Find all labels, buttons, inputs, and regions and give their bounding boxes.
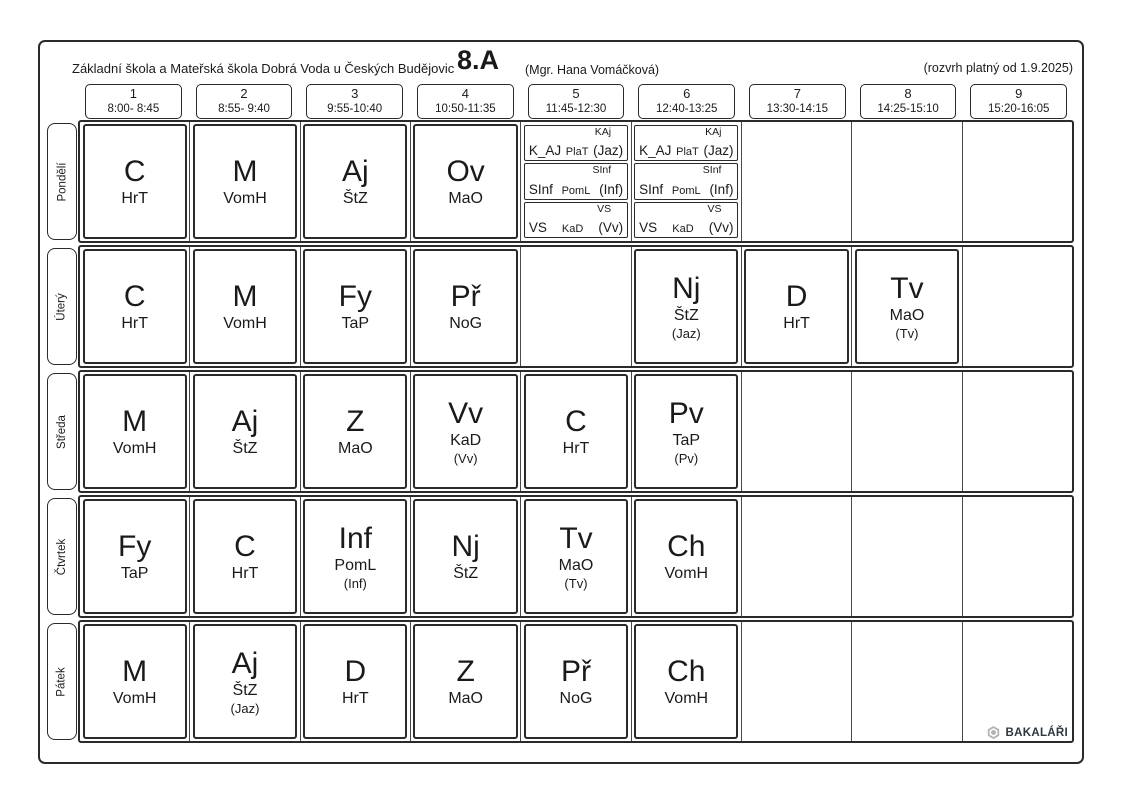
period-number: 8 — [904, 85, 912, 101]
lesson-card — [83, 499, 187, 614]
lesson-cell — [521, 497, 631, 616]
teacher-abbr: ŠtZ — [453, 564, 479, 582]
empty-cell — [852, 372, 962, 491]
subject-abbr: M — [232, 279, 258, 313]
empty-cell — [852, 622, 962, 741]
lesson-card — [303, 124, 407, 239]
teacher-abbr: PomL — [561, 184, 591, 197]
class-teacher: (Mgr. Hana Vomáčková) — [525, 63, 660, 77]
period-time: 9:55-10:40 — [327, 103, 383, 116]
period-header-cell — [860, 84, 957, 119]
teacher-abbr: NoG — [449, 314, 483, 332]
group-subject-tag: SInf — [702, 164, 722, 177]
teacher-abbr: VomH — [223, 189, 267, 207]
room-abbr: (Tv) — [895, 325, 919, 341]
group-abbr: K_AJ — [639, 143, 672, 159]
empty-cell — [963, 247, 1072, 366]
group-lesson-detail — [639, 220, 733, 235]
day-row — [78, 245, 1074, 368]
period-header-cell — [85, 84, 182, 119]
subject-abbr: C — [234, 529, 256, 563]
period-header-cell — [528, 84, 625, 119]
subject-abbr: Pv — [668, 396, 704, 430]
period-header-cell — [306, 84, 403, 119]
lesson-cell — [80, 497, 190, 616]
teacher-abbr: NoG — [559, 689, 593, 707]
teacher-abbr: KaD — [561, 222, 584, 235]
teacher-abbr: PlaT — [676, 146, 699, 159]
subject-abbr: D — [344, 654, 367, 688]
bakalari-logo-label: BAKALÁŘI — [1005, 726, 1068, 739]
subject-abbr: Tv — [559, 521, 593, 555]
lesson-card — [413, 624, 517, 739]
lesson-cell — [80, 247, 190, 366]
lesson-cell — [190, 497, 300, 616]
teacher-abbr: ŠtZ — [232, 681, 258, 699]
group-abbr: K_AJ — [528, 143, 562, 159]
lesson-card — [413, 249, 517, 364]
lesson-card — [303, 374, 407, 489]
lesson-card — [83, 624, 187, 739]
day-row — [78, 120, 1074, 243]
teacher-abbr: VomH — [664, 689, 709, 707]
empty-cell — [963, 372, 1072, 491]
period-time: 15:20-16:05 — [988, 103, 1050, 116]
lesson-cell — [301, 247, 411, 366]
hex-nut-icon — [986, 725, 1001, 740]
group-lesson — [524, 125, 628, 161]
room-abbr: (Inf) — [599, 181, 624, 197]
lesson-card — [303, 499, 407, 614]
group-abbr: VS — [528, 219, 547, 235]
subject-abbr: Nj — [451, 529, 480, 563]
lesson-cell — [411, 122, 521, 241]
subject-abbr: Př — [450, 279, 481, 313]
room-abbr: (Tv) — [564, 575, 588, 591]
teacher-abbr: TaP — [341, 314, 370, 332]
period-header-cell — [970, 84, 1067, 119]
group-lesson-detail — [639, 182, 733, 197]
lesson-cell — [411, 247, 521, 366]
lesson-cell — [301, 497, 411, 616]
lesson-cell — [301, 622, 411, 741]
teacher-abbr: HrT — [562, 439, 590, 457]
lesson-cell — [521, 622, 631, 741]
day-name: Pondělí — [56, 161, 69, 202]
day-label-tab — [47, 623, 77, 740]
teacher-abbr: ŠtZ — [232, 439, 258, 457]
lesson-card — [855, 249, 959, 364]
teacher-abbr: PomL — [671, 184, 701, 197]
lesson-card — [83, 249, 187, 364]
subject-abbr: M — [122, 404, 148, 438]
empty-cell — [742, 122, 852, 241]
subject-abbr: Fy — [338, 279, 372, 313]
validity-note: (rozvrh platný od 1.9.2025) — [923, 61, 1073, 75]
room-abbr: (Inf) — [709, 181, 734, 197]
subject-abbr: Inf — [338, 521, 372, 555]
lesson-cell — [742, 247, 852, 366]
subject-abbr: Aj — [231, 404, 259, 438]
group-abbr: SInf — [639, 181, 664, 197]
group-subject-tag: KAj — [594, 126, 612, 138]
period-number: 6 — [683, 85, 691, 101]
subject-abbr: Z — [346, 404, 365, 438]
teacher-abbr: HrT — [783, 314, 810, 332]
lesson-cell — [190, 372, 300, 491]
empty-cell — [963, 122, 1072, 241]
group-subject-tag: SInf — [592, 164, 612, 177]
room-abbr: (Jaz) — [593, 143, 624, 159]
lesson-card — [193, 249, 297, 364]
period-header-cell — [749, 84, 846, 119]
lesson-card — [634, 499, 738, 614]
lesson-cell — [80, 122, 190, 241]
day-name: Středa — [56, 414, 69, 449]
day-label-tab — [47, 498, 77, 615]
lesson-card — [303, 624, 407, 739]
lesson-cell — [190, 247, 300, 366]
subject-abbr: C — [565, 404, 587, 438]
day-name: Čtvrtek — [56, 538, 69, 575]
lesson-cell — [632, 122, 742, 241]
lesson-cell — [190, 122, 300, 241]
room-abbr: (Vv) — [598, 219, 624, 235]
lesson-cell — [411, 622, 521, 741]
period-header-row — [78, 84, 1074, 119]
group-lesson — [524, 202, 628, 238]
split-lesson-card — [524, 124, 628, 239]
room-abbr: (Vv) — [453, 450, 478, 466]
lesson-card — [83, 374, 187, 489]
room-abbr: (Jaz) — [703, 143, 734, 159]
group-lesson-detail — [529, 182, 623, 197]
period-time: 13:30-14:15 — [766, 103, 829, 116]
empty-cell — [852, 122, 962, 241]
subject-abbr: C — [123, 279, 146, 313]
timetable-sheet — [38, 40, 1084, 764]
lesson-card — [634, 624, 738, 739]
day-row — [78, 620, 1074, 743]
lesson-card — [524, 499, 628, 614]
day-row — [78, 495, 1074, 618]
teacher-abbr: VomH — [112, 689, 157, 707]
lesson-card — [634, 249, 738, 364]
subject-abbr: Z — [456, 654, 475, 688]
teacher-abbr: PlaT — [565, 146, 589, 159]
day-name: Úterý — [55, 292, 68, 321]
subject-abbr: Tv — [890, 271, 924, 305]
teacher-abbr: VomH — [112, 439, 157, 457]
lesson-card — [303, 249, 407, 364]
lesson-cell — [632, 622, 742, 741]
lesson-cell — [852, 247, 962, 366]
lesson-card — [413, 499, 517, 614]
empty-cell — [852, 497, 962, 616]
subject-abbr: M — [122, 654, 148, 688]
lesson-cell — [411, 497, 521, 616]
subject-abbr: Fy — [118, 529, 152, 563]
teacher-abbr: ŠtZ — [673, 306, 699, 324]
group-subject-tag: VS — [597, 202, 612, 215]
lesson-cell — [632, 372, 742, 491]
room-abbr: (Vv) — [708, 219, 734, 235]
teacher-abbr: ŠtZ — [342, 189, 368, 207]
lesson-card — [193, 374, 297, 489]
group-subject-tag: VS — [707, 202, 722, 215]
room-abbr: (Jaz) — [230, 700, 260, 716]
day-row — [78, 370, 1074, 493]
subject-abbr: Vv — [448, 396, 484, 430]
room-abbr: (Inf) — [343, 575, 367, 591]
period-number: 9 — [1015, 85, 1023, 101]
lesson-cell — [80, 622, 190, 741]
lesson-card — [193, 624, 297, 739]
lesson-card — [193, 499, 297, 614]
lesson-cell — [80, 372, 190, 491]
period-number: 4 — [461, 85, 469, 101]
teacher-abbr: MaO — [448, 189, 483, 207]
subject-abbr: Aj — [341, 154, 369, 188]
lesson-cell — [632, 247, 742, 366]
bakalari-logo[interactable] — [986, 725, 1068, 740]
group-abbr: SInf — [528, 181, 553, 197]
group-lesson — [634, 202, 738, 238]
group-subject-tag: KAj — [705, 126, 722, 138]
period-number: 7 — [793, 85, 801, 101]
lesson-card — [413, 374, 517, 489]
period-number: 5 — [572, 85, 580, 101]
period-time: 8:00- 8:45 — [107, 103, 160, 116]
subject-abbr: C — [123, 154, 146, 188]
subject-abbr: Ch — [667, 654, 706, 688]
group-lesson-detail — [529, 220, 623, 235]
teacher-abbr: HrT — [231, 564, 259, 582]
teacher-abbr: PomL — [334, 556, 377, 574]
teacher-abbr: MaO — [558, 556, 594, 574]
teacher-abbr: TaP — [672, 431, 701, 449]
period-header-cell — [638, 84, 735, 119]
subject-abbr: Aj — [231, 646, 259, 680]
lesson-card — [83, 124, 187, 239]
school-name: Základní škola a Mateřská škola Dobrá Voda u Českých Budějovic — [72, 61, 455, 76]
teacher-abbr: HrT — [341, 689, 369, 707]
room-abbr: (Pv) — [674, 450, 699, 466]
teacher-abbr: KaD — [450, 431, 482, 449]
subject-abbr: M — [232, 154, 258, 188]
lesson-cell — [521, 122, 631, 241]
teacher-abbr: MaO — [889, 306, 925, 324]
teacher-abbr: HrT — [121, 189, 148, 207]
lesson-card — [524, 624, 628, 739]
lesson-card — [524, 374, 628, 489]
period-time: 12:40-13:25 — [656, 103, 718, 116]
teacher-abbr: TaP — [120, 564, 149, 582]
day-name: Pátek — [56, 666, 69, 697]
empty-cell — [742, 372, 852, 491]
period-time: 11:45-12:30 — [545, 103, 607, 116]
lesson-cell — [521, 372, 631, 491]
teacher-abbr: VomH — [664, 564, 709, 582]
day-label-tab — [47, 248, 77, 365]
lesson-card — [634, 374, 738, 489]
lesson-cell — [190, 622, 300, 741]
empty-cell — [521, 247, 631, 366]
empty-cell — [742, 497, 852, 616]
subject-abbr: Ov — [446, 154, 485, 188]
room-abbr: (Jaz) — [671, 325, 701, 341]
period-number: 2 — [240, 85, 248, 101]
period-time: 10:50-11:35 — [435, 103, 496, 116]
teacher-abbr: VomH — [223, 314, 267, 332]
empty-cell — [742, 622, 852, 741]
group-lesson — [634, 125, 738, 161]
group-lesson-detail — [639, 143, 733, 158]
subject-abbr: Nj — [672, 271, 701, 305]
period-time: 14:25-15:10 — [877, 103, 939, 116]
teacher-abbr: MaO — [448, 689, 483, 707]
lesson-card — [744, 249, 848, 364]
lesson-cell — [301, 372, 411, 491]
group-lesson — [524, 163, 628, 199]
period-header-cell — [417, 84, 514, 119]
period-number: 1 — [129, 85, 137, 101]
period-header-cell — [196, 84, 293, 119]
day-label-tab — [47, 123, 77, 240]
lesson-card — [193, 124, 297, 239]
subject-abbr: Př — [560, 654, 591, 688]
teacher-abbr: HrT — [121, 314, 148, 332]
lesson-cell — [301, 122, 411, 241]
group-lesson-detail — [529, 143, 623, 158]
group-lesson — [634, 163, 738, 199]
teacher-abbr: KaD — [672, 222, 694, 235]
lesson-cell — [632, 497, 742, 616]
lesson-cell — [411, 372, 521, 491]
class-name: 8.A — [457, 45, 500, 75]
lesson-card — [413, 124, 517, 239]
subject-abbr: Ch — [667, 529, 706, 563]
group-abbr: VS — [639, 219, 658, 235]
split-lesson-card — [634, 124, 738, 239]
subject-abbr: D — [785, 279, 808, 313]
day-label-tab — [47, 373, 77, 490]
empty-cell — [963, 622, 1072, 741]
period-number: 3 — [351, 85, 359, 101]
period-time: 8:55- 9:40 — [218, 103, 270, 116]
empty-cell — [963, 497, 1072, 616]
teacher-abbr: MaO — [337, 439, 373, 457]
